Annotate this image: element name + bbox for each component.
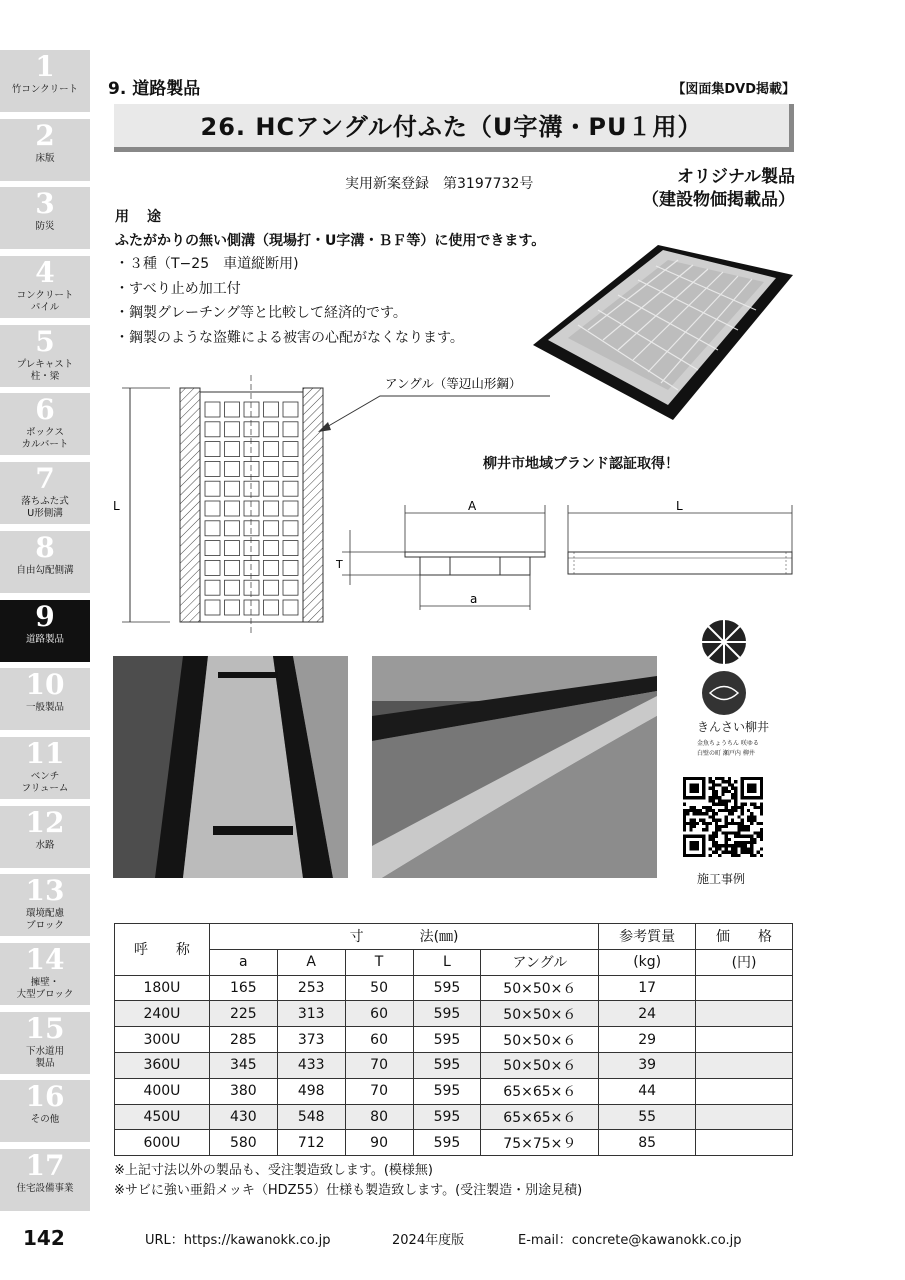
table-cell: 285 <box>209 1027 277 1053</box>
table-cell: 44 <box>599 1078 696 1104</box>
table-cell: 373 <box>277 1027 345 1053</box>
spec-table <box>114 923 793 1156</box>
table-cell: 450U <box>115 1104 210 1130</box>
header-name: 呼 称 <box>115 924 210 976</box>
chapter-number: 13 <box>25 874 65 908</box>
list-item: ・鋼製のような盗難による被害の心配がなくなります。 <box>115 329 464 346</box>
notes <box>114 1161 582 1201</box>
chapter-tab-3[interactable] <box>0 187 90 249</box>
table-cell: 55 <box>599 1104 696 1130</box>
angle-label: アングル（等辺山形鋼） <box>385 376 522 391</box>
chapter-tab-12[interactable] <box>0 806 90 868</box>
chapter-tab-10[interactable] <box>0 668 90 730</box>
footer-url[interactable]: URL：https://kawanokk.co.jp <box>145 1233 331 1248</box>
table-cell: 595 <box>413 1130 481 1156</box>
chapter-label: 自由勾配側溝 <box>16 564 74 576</box>
section-title: 9. 道路製品 <box>108 79 201 99</box>
table-cell: 548 <box>277 1104 345 1130</box>
chapter-label: 住宅設備事業 <box>16 1183 74 1194</box>
chapter-tab-1[interactable] <box>0 50 90 112</box>
table-cell: 300U <box>115 1027 210 1053</box>
dvd-label: 【図面集DVD掲載】 <box>672 82 795 97</box>
table-cell: 90 <box>345 1130 413 1156</box>
table-cell: 60 <box>345 1027 413 1053</box>
chapter-tab-2[interactable] <box>0 119 90 181</box>
chapter-number: 4 <box>35 256 55 290</box>
dim-T-label: T <box>336 558 343 571</box>
table-row <box>115 1078 793 1104</box>
table-cell: 253 <box>277 975 345 1001</box>
table-cell: 85 <box>599 1130 696 1156</box>
chapter-tab-4[interactable] <box>0 256 90 318</box>
qr-code <box>683 777 763 857</box>
usage-heading: 用途 <box>115 209 179 225</box>
chapter-label: 環境配慮 ブロック <box>25 908 64 932</box>
chapter-tab-17[interactable] <box>0 1149 90 1211</box>
dim-L2-label: L <box>676 499 683 513</box>
table-cell: 595 <box>413 1104 481 1130</box>
chapter-number: 16 <box>25 1080 65 1114</box>
table-cell: 29 <box>599 1027 696 1053</box>
brand-certification: 柳井市地域ブランド認証取得！ <box>483 456 679 472</box>
chapter-label: 下水道用 製品 <box>25 1045 64 1069</box>
table-cell: 60 <box>345 1001 413 1027</box>
page-number: 142 <box>23 1226 65 1250</box>
list-item: ・鋼製グレーチング等と比較して経済的です。 <box>115 305 407 321</box>
table-cell: 498 <box>277 1078 345 1104</box>
page-title: 26. HCアングル付ふた（U字溝・PU１用） <box>114 104 794 152</box>
table-cell: 400U <box>115 1078 210 1104</box>
col-angle: アングル <box>481 949 599 975</box>
chapter-number: 3 <box>35 187 55 221</box>
header-weight-unit: (kg) <box>599 949 696 975</box>
site-photo-1 <box>113 656 348 878</box>
list-item: ・すべり止め加工付 <box>115 280 241 297</box>
table-cell: 165 <box>209 975 277 1001</box>
chapter-number: 9 <box>35 599 55 633</box>
table-cell: 433 <box>277 1052 345 1078</box>
chapter-tab-15[interactable] <box>0 1012 90 1074</box>
table-cell: 380 <box>209 1078 277 1104</box>
table-row <box>115 1104 793 1130</box>
table-cell: 313 <box>277 1001 345 1027</box>
table-cell <box>696 975 793 1001</box>
original-product-label: オリジナル製品 （建設物価掲載品） <box>642 167 795 210</box>
table-row <box>115 1052 793 1078</box>
header-dims: 寸 法(㎜) <box>209 924 598 950</box>
chapter-tab-16[interactable] <box>0 1080 90 1142</box>
table-cell <box>696 1130 793 1156</box>
brand-sub1: 金魚ちょうちん 咲ゆる <box>697 740 759 747</box>
chapter-number: 7 <box>35 462 55 496</box>
table-cell <box>696 1027 793 1053</box>
chapter-label: プレキャスト 柱・梁 <box>16 358 74 382</box>
footer-email[interactable]: E-mail：concrete@kawanokk.co.jp <box>518 1233 742 1248</box>
table-cell: 345 <box>209 1052 277 1078</box>
feature-list <box>115 252 464 350</box>
table-cell: 595 <box>413 1078 481 1104</box>
chapter-tab-11[interactable] <box>0 737 90 799</box>
chapter-label: 竹コンクリート <box>11 84 79 95</box>
table-row <box>115 1130 793 1156</box>
chapter-label: 一般製品 <box>25 702 64 714</box>
table-cell <box>696 1078 793 1104</box>
chapter-tab-9[interactable] <box>0 600 90 662</box>
list-item: ・３種（T−25 車道縦断用) <box>115 256 299 272</box>
case-caption: 施工事例 <box>697 872 746 886</box>
chapter-label: 床版 <box>35 152 55 164</box>
table-cell: 430 <box>209 1104 277 1130</box>
usage-main: ふたがかりの無い側溝（現場打・U字溝・ＢＦ等）に使用できます。 <box>115 233 546 249</box>
chapter-number: 12 <box>25 805 65 839</box>
table-cell: 65×65×６ <box>481 1104 599 1130</box>
chapter-tab-13[interactable] <box>0 874 90 936</box>
chapter-number: 8 <box>35 530 55 564</box>
table-row <box>115 1001 793 1027</box>
brand-name: きんさい柳井 <box>697 720 770 734</box>
chapter-tab-6[interactable] <box>0 393 90 455</box>
table-cell <box>696 1104 793 1130</box>
chapter-label: 道路製品 <box>25 633 64 645</box>
table-cell: 50×50×６ <box>481 1027 599 1053</box>
chapter-number: 10 <box>25 668 65 702</box>
table-cell: 225 <box>209 1001 277 1027</box>
table-cell: 600U <box>115 1130 210 1156</box>
chapter-number: 5 <box>35 324 55 358</box>
chapter-tab-8[interactable] <box>0 531 90 593</box>
footer-year: 2024年度版 <box>392 1233 465 1248</box>
chapter-label: ベンチ フリューム <box>21 770 69 794</box>
chapter-number: 2 <box>35 118 55 152</box>
dim-A-label: A <box>468 499 477 513</box>
chapter-number: 6 <box>35 393 55 427</box>
brand-sub2: 白壁の町 瀬戸内 柳井 <box>697 750 755 757</box>
table-cell: 65×65×６ <box>481 1078 599 1104</box>
registration-number: 実用新案登録 第3197732号 <box>345 176 534 192</box>
table-cell: 712 <box>277 1130 345 1156</box>
chapter-number: 11 <box>25 736 65 770</box>
table-cell: 180U <box>115 975 210 1001</box>
chapter-number: 14 <box>25 942 65 976</box>
chapter-label: その他 <box>30 1114 60 1126</box>
header-price: 価 格 <box>696 924 793 950</box>
table-cell: 70 <box>345 1078 413 1104</box>
col-L: L <box>413 949 481 975</box>
table-row <box>115 975 793 1001</box>
table-cell <box>696 1052 793 1078</box>
col-A: A <box>277 949 345 975</box>
table-cell: 595 <box>413 1001 481 1027</box>
chapter-tab-5[interactable] <box>0 325 90 387</box>
table-cell <box>696 1001 793 1027</box>
chapter-number: 1 <box>35 50 55 83</box>
table-cell: 70 <box>345 1052 413 1078</box>
col-T: T <box>345 949 413 975</box>
site-photo-2 <box>372 656 657 878</box>
chapter-tab-7[interactable] <box>0 462 90 524</box>
dim-L-label: L <box>113 499 120 513</box>
table-cell: 17 <box>599 975 696 1001</box>
table-cell: 24 <box>599 1001 696 1027</box>
table-cell: 39 <box>599 1052 696 1078</box>
chapter-label: 水路 <box>35 839 55 851</box>
dim-a-label: a <box>470 592 478 606</box>
brand-logo <box>696 618 756 718</box>
table-cell: 240U <box>115 1001 210 1027</box>
header-price-unit: (円) <box>696 949 793 975</box>
note: ※サビに強い亜鉛メッキ（HDZ55）仕様も製造致します。(受注製造・別途見積) <box>114 1183 583 1198</box>
table-cell: 360U <box>115 1052 210 1078</box>
table-row <box>115 1027 793 1053</box>
table-cell: 50 <box>345 975 413 1001</box>
chapter-number: 17 <box>25 1149 65 1182</box>
table-cell: 50×50×６ <box>481 1001 599 1027</box>
table-cell: 595 <box>413 1052 481 1078</box>
chapter-label: 擁壁・ 大型ブロック <box>16 976 74 1000</box>
table-cell: 50×50×６ <box>481 975 599 1001</box>
header-weight: 参考質量 <box>599 924 696 950</box>
table-cell: 595 <box>413 975 481 1001</box>
table-cell: 50×50×６ <box>481 1052 599 1078</box>
technical-drawing <box>110 370 800 640</box>
note: ※上記寸法以外の製品も、受注製造致します。(模様無) <box>114 1163 433 1178</box>
chapter-tab-14[interactable] <box>0 943 90 1005</box>
table-cell: 595 <box>413 1027 481 1053</box>
chapter-label: コンクリート パイル <box>16 290 74 314</box>
chapter-label: 防災 <box>35 221 55 233</box>
chapter-sidebar <box>0 50 90 1218</box>
chapter-number: 15 <box>25 1011 65 1045</box>
table-cell: 80 <box>345 1104 413 1130</box>
table-cell: 75×75×９ <box>481 1130 599 1156</box>
table-cell: 580 <box>209 1130 277 1156</box>
col-a: a <box>209 949 277 975</box>
chapter-label: ボックス カルバート <box>21 427 69 451</box>
chapter-label: 落ちふた式 U形側溝 <box>21 496 69 520</box>
